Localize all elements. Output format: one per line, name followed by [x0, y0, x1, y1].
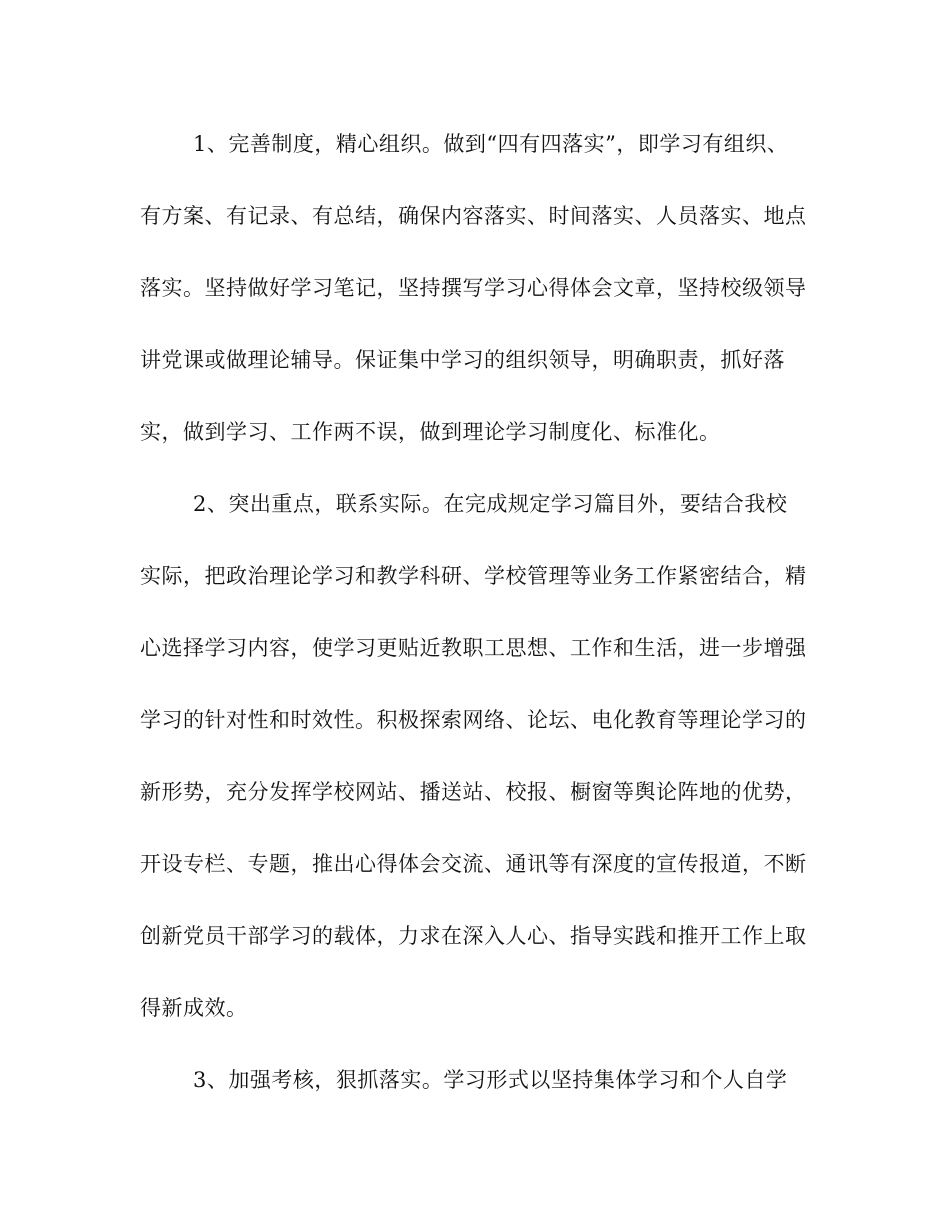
paragraph-1-line-5: 实，做到学习、工作两不误，做到理论学习制度化、标准化。 [140, 420, 721, 444]
paragraph-2-line-1: 2、突出重点，联系实际。在完成规定学习篇目外，要结合我校 [193, 492, 788, 516]
paragraph-1-line-4: 讲党课或做理论辅导。保证集中学习的组织领导，明确职责，抓好落 [140, 348, 785, 372]
paragraph-1-line-3: 落实。坚持做好学习笔记，坚持撰写学习心得体会文章，坚持校级领导 [140, 276, 807, 300]
paragraph-1-line-2: 有方案、有记录、有总结，确保内容落实、时间落实、人员落实、地点 [140, 204, 807, 228]
paragraph-1-line-1: 1、完善制度，精心组织。做到“四有四落实”，即学习有组织、 [193, 132, 789, 156]
paragraph-2-line-4: 学习的针对性和时效性。积极探索网络、论坛、电化教育等理论学习的 [140, 708, 807, 732]
paragraph-2-line-8: 得新成效。 [140, 996, 248, 1020]
paragraph-3-line-1: 3、加强考核，狠抓落实。学习形式以坚持集体学习和个人自学 [193, 1068, 788, 1092]
paragraph-2-line-5: 新形势，充分发挥学校网站、播送站、校报、橱窗等舆论阵地的优势， [140, 780, 807, 804]
paragraph-2-line-2: 实际，把政治理论学习和教学科研、学校管理等业务工作紧密结合，精 [140, 564, 807, 588]
paragraph-2-line-7: 创新党员干部学习的载体，力求在深入人心、指导实践和推开工作上取 [140, 924, 807, 948]
paragraph-2-line-3: 心选择学习内容，使学习更贴近教职工思想、工作和生活，进一步增强 [140, 636, 807, 660]
paragraph-2-line-6: 开设专栏、专题，推出心得体会交流、通讯等有深度的宣传报道，不断 [140, 852, 807, 876]
